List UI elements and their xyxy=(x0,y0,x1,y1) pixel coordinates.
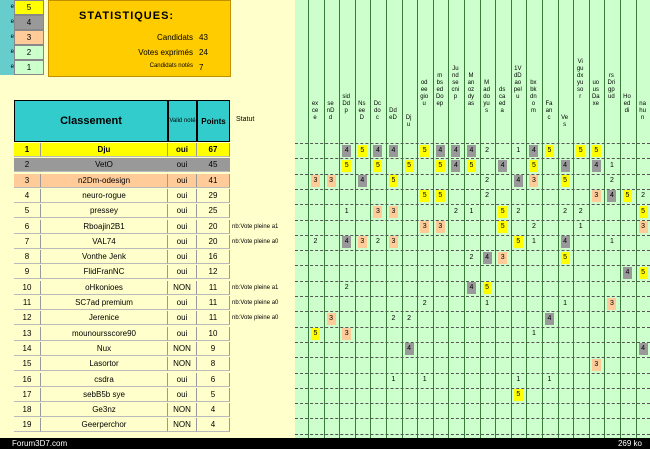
vote-mark[interactable]: 2 xyxy=(578,207,583,215)
vote-mark[interactable]: 1 xyxy=(516,146,521,154)
vote-mark[interactable]: 1 xyxy=(531,238,536,246)
vote-mark[interactable]: 5 xyxy=(514,236,523,248)
vote-mark[interactable]: 5 xyxy=(576,145,585,157)
vote-mark[interactable]: 2 xyxy=(641,192,646,200)
vote-mark[interactable]: 1 xyxy=(516,376,521,383)
legend-strip: e xyxy=(0,60,14,75)
table-row[interactable] xyxy=(14,357,294,371)
points-cell: 67 xyxy=(197,143,230,157)
vote-column-label: Dcdoc xyxy=(373,101,382,121)
vote-column-label: Faanc xyxy=(545,101,553,121)
vote-mark[interactable]: 3 xyxy=(358,236,367,248)
vote-mark[interactable]: 5 xyxy=(514,389,523,401)
vote-mark[interactable]: 5 xyxy=(483,282,492,294)
grid-line xyxy=(295,174,650,175)
vote-mark[interactable]: 1 xyxy=(563,299,568,307)
header-points[interactable]: Points xyxy=(197,100,230,142)
valid-cell: oui xyxy=(168,235,197,249)
points-cell: 45 xyxy=(197,158,230,172)
vote-mark[interactable]: 4 xyxy=(436,145,445,157)
valid-cell: oui xyxy=(168,174,197,188)
status-bar xyxy=(0,438,650,449)
grid-line xyxy=(295,403,650,404)
vote-column-label: rsDrigpud xyxy=(607,73,616,100)
rank-cell: 7 xyxy=(14,235,41,249)
legend-strip: e xyxy=(0,0,14,15)
vote-mark[interactable]: 4 xyxy=(451,160,460,172)
table-row[interactable] xyxy=(14,388,294,402)
vote-mark[interactable]: 3 xyxy=(373,206,382,218)
table-row[interactable] xyxy=(14,265,294,279)
vote-column-label: sidDdp xyxy=(342,94,351,114)
vote-mark[interactable]: 2 xyxy=(407,314,412,322)
vote-mark[interactable]: 1 xyxy=(344,207,349,215)
name-cell: FlidFranNC xyxy=(41,265,168,279)
name-cell: Ge3nz xyxy=(41,403,168,417)
name-cell: neuro-rogue xyxy=(41,189,168,203)
table-row[interactable] xyxy=(14,174,294,188)
valid-cell: NON xyxy=(168,418,197,432)
vote-mark[interactable]: 4 xyxy=(545,313,554,325)
name-cell: VetO xyxy=(41,158,168,172)
points-cell: 41 xyxy=(197,174,230,188)
vote-column-label: DdeD xyxy=(389,108,397,121)
rank-cell: 13 xyxy=(14,327,41,341)
table-row[interactable] xyxy=(14,189,294,203)
vote-column-label: bxbkdnom xyxy=(530,80,537,114)
legend-strip: e xyxy=(0,30,14,45)
vote-column-label: senDd xyxy=(326,101,335,121)
vote-column-label: uousDaxe xyxy=(591,80,600,107)
vote-mark[interactable]: 3 xyxy=(327,313,336,325)
valid-cell: oui xyxy=(168,265,197,279)
vote-mark[interactable]: 1 xyxy=(531,330,536,338)
stat-value: 7 xyxy=(199,63,204,72)
name-cell: csdra xyxy=(41,373,168,387)
valid-cell: oui xyxy=(168,373,197,387)
site-label: Forum3D7.com xyxy=(12,439,68,448)
vote-mark[interactable]: 3 xyxy=(592,190,601,202)
stats-title: STATISTIQUES: xyxy=(79,10,175,22)
rank-cell: 1 xyxy=(14,143,41,157)
vote-column-label: NseeD xyxy=(358,101,366,121)
vote-mark[interactable]: 2 xyxy=(344,284,349,292)
points-cell: 25 xyxy=(197,204,230,218)
name-cell: pressey xyxy=(41,204,168,218)
table-row[interactable] xyxy=(14,235,294,249)
grid-line xyxy=(295,418,650,419)
vote-mark[interactable]: 5 xyxy=(342,160,351,172)
vote-mark[interactable]: 3 xyxy=(389,206,398,218)
rank-cell: 2 xyxy=(14,158,41,172)
table-row[interactable] xyxy=(14,311,294,325)
vote-mark[interactable]: 4 xyxy=(451,145,460,157)
vote-mark[interactable]: 1 xyxy=(609,238,614,246)
vote-mark[interactable]: 4 xyxy=(405,343,414,355)
points-cell: 12 xyxy=(197,265,230,279)
vote-mark[interactable]: 1 xyxy=(547,376,552,383)
vote-mark[interactable]: 2 xyxy=(375,238,380,246)
name-cell: Nux xyxy=(41,342,168,356)
legend-cell-4: 4 xyxy=(14,15,44,30)
vote-mark[interactable]: 2 xyxy=(609,177,614,185)
vote-mark[interactable]: 1 xyxy=(485,299,490,307)
vote-mark[interactable]: 2 xyxy=(453,207,458,215)
valid-cell: oui xyxy=(168,250,197,264)
rank-cell: 17 xyxy=(14,388,41,402)
points-cell: 6 xyxy=(197,373,230,387)
vote-mark[interactable]: 5 xyxy=(561,252,570,264)
vote-column-label: Jundsecnip xyxy=(451,66,460,100)
vote-column-label: Hoeddi xyxy=(623,94,631,114)
valid-cell: oui xyxy=(168,296,197,310)
rank-cell: 9 xyxy=(14,265,41,279)
vote-mark[interactable]: 5 xyxy=(436,190,445,202)
vote-mark[interactable]: 3 xyxy=(436,221,445,233)
legend-cell-5: 5 xyxy=(14,0,44,15)
vote-mark[interactable]: 4 xyxy=(561,236,570,248)
legend-strip: e xyxy=(0,45,14,60)
vote-mark[interactable]: 4 xyxy=(592,160,601,172)
vote-mark[interactable]: 5 xyxy=(623,190,632,202)
points-cell: 11 xyxy=(197,296,230,310)
vote-mark[interactable]: 4 xyxy=(483,252,492,264)
name-cell: oHkonioes xyxy=(41,281,168,295)
table-row[interactable] xyxy=(14,204,294,218)
vote-mark[interactable]: 5 xyxy=(545,145,554,157)
name-cell: Jerenice xyxy=(41,311,168,325)
valid-cell: oui xyxy=(168,143,197,157)
vote-mark[interactable]: 2 xyxy=(422,299,427,307)
name-cell: mounoursscore90 xyxy=(41,327,168,341)
row-note: nb:Vote pleine a0 xyxy=(232,315,279,322)
grid-line xyxy=(295,373,650,374)
table-row[interactable] xyxy=(14,342,294,356)
vote-mark[interactable]: 5 xyxy=(389,175,398,187)
table-row[interactable] xyxy=(14,327,294,341)
legend-cell-3: 3 xyxy=(14,30,44,45)
vote-mark[interactable]: 5 xyxy=(311,328,320,340)
size-label: 269 ko xyxy=(617,439,642,448)
stat-value: 24 xyxy=(199,48,208,57)
vote-mark[interactable]: 4 xyxy=(561,160,570,172)
header-valid[interactable]: Valid noté xyxy=(168,100,197,142)
points-cell: 20 xyxy=(197,235,230,249)
table-row[interactable] xyxy=(14,281,294,295)
rank-cell: 15 xyxy=(14,357,41,371)
valid-cell: NON xyxy=(168,357,197,371)
vote-mark[interactable]: 1 xyxy=(422,376,427,383)
vote-mark[interactable]: 2 xyxy=(485,146,490,154)
vote-column-label: Vigudxyusor xyxy=(576,59,584,100)
stat-row-candidates xyxy=(49,32,231,46)
vote-mark[interactable]: 3 xyxy=(592,359,601,371)
valid-cell: oui xyxy=(168,204,197,218)
table-row[interactable] xyxy=(14,373,294,387)
vote-mark[interactable]: 2 xyxy=(313,238,318,246)
vote-mark[interactable]: 1 xyxy=(578,223,583,230)
grid-line xyxy=(295,220,650,221)
row-note: nb:Vote pleine a0 xyxy=(232,300,279,306)
stats-box xyxy=(48,0,231,77)
vote-mark[interactable]: 2 xyxy=(469,253,474,261)
vote-column-label: dscaeda xyxy=(498,87,506,114)
legend-strip: e xyxy=(0,15,14,30)
vote-mark[interactable]: 5 xyxy=(405,160,414,172)
rank-cell: 3 xyxy=(14,174,41,188)
stat-value: 43 xyxy=(199,33,208,42)
vote-column-label: nahun xyxy=(639,101,646,121)
points-cell: 16 xyxy=(197,250,230,264)
vote-column-label: odeegiou xyxy=(420,80,429,107)
vote-mark[interactable]: 5 xyxy=(639,267,648,279)
row-note: nb:Vote pleine a1 xyxy=(232,284,279,291)
table-row[interactable] xyxy=(14,250,294,264)
points-cell: 20 xyxy=(197,220,230,234)
stat-label: Votes exprimés xyxy=(138,48,193,57)
points-cell: 8 xyxy=(197,357,230,371)
stat-row-votes xyxy=(49,47,231,61)
vote-mark[interactable]: 5 xyxy=(467,160,476,172)
vote-mark[interactable]: 3 xyxy=(389,236,398,248)
vote-mark[interactable]: 2 xyxy=(391,314,396,322)
grid-line xyxy=(295,342,650,343)
stat-label: Candidats notés xyxy=(149,63,193,69)
grid-line xyxy=(295,388,650,389)
name-cell: sebB5b sye xyxy=(41,388,168,402)
vote-mark[interactable]: 5 xyxy=(529,160,538,172)
vote-mark[interactable]: 5 xyxy=(420,190,429,202)
vote-mark[interactable]: 3 xyxy=(498,252,507,264)
vote-mark[interactable]: 4 xyxy=(498,160,507,172)
rank-cell: 5 xyxy=(14,204,41,218)
vote-mark[interactable]: 5 xyxy=(498,206,507,218)
vote-column-label: Ves xyxy=(561,115,569,128)
rank-cell: 6 xyxy=(14,220,41,234)
table-row[interactable] xyxy=(14,296,294,310)
vote-mark[interactable]: 5 xyxy=(420,145,429,157)
vote-mark[interactable]: 4 xyxy=(467,145,476,157)
rank-cell: 19 xyxy=(14,418,41,432)
valid-cell: oui xyxy=(168,158,197,172)
points-cell: 29 xyxy=(197,189,230,203)
grid-line xyxy=(295,311,650,312)
vote-mark[interactable]: 1 xyxy=(391,376,396,383)
name-cell: Geerperchor xyxy=(41,418,168,432)
vote-mark[interactable]: 5 xyxy=(639,206,648,218)
vote-mark[interactable]: 2 xyxy=(485,192,490,200)
vote-mark[interactable]: 4 xyxy=(607,190,616,202)
vote-mark[interactable]: 5 xyxy=(358,145,367,157)
vote-mark[interactable]: 4 xyxy=(514,175,523,187)
vote-column-label: excee xyxy=(311,101,319,121)
valid-cell: NON xyxy=(168,281,197,295)
valid-cell: NON xyxy=(168,403,197,417)
table-row[interactable] xyxy=(14,143,294,157)
vote-mark[interactable]: 4 xyxy=(373,145,382,157)
valid-cell: oui xyxy=(168,220,197,234)
vote-mark[interactable]: 4 xyxy=(623,267,632,279)
points-cell: 4 xyxy=(197,403,230,417)
vote-mark[interactable]: 4 xyxy=(342,236,351,248)
name-cell: Rboajin2B1 xyxy=(41,220,168,234)
vote-mark[interactable]: 3 xyxy=(342,328,351,340)
vote-column-label: 1VdDaopelu xyxy=(513,66,522,100)
valid-cell: oui xyxy=(168,388,197,402)
vote-column-label: Manozdyas xyxy=(467,73,475,107)
header-classement[interactable]: Classement xyxy=(14,100,168,142)
points-cell: 11 xyxy=(197,281,230,295)
name-cell: Lasortor xyxy=(41,357,168,371)
grid-line xyxy=(295,434,650,435)
vote-mark[interactable]: 5 xyxy=(498,221,507,233)
valid-cell: oui xyxy=(168,327,197,341)
table-row[interactable] xyxy=(14,220,294,234)
legend-cell-1: 1 xyxy=(14,60,44,75)
vote-mark[interactable]: 5 xyxy=(561,175,570,187)
vote-column-label: Dju xyxy=(405,115,412,128)
rank-cell: 11 xyxy=(14,296,41,310)
vote-mark[interactable]: 5 xyxy=(373,160,382,172)
points-cell: 10 xyxy=(197,327,230,341)
row-note: nb:Vote pleine a1 xyxy=(232,223,279,230)
valid-cell: NON xyxy=(168,342,197,356)
name-cell: Dju xyxy=(41,143,168,157)
vote-mark[interactable]: 4 xyxy=(639,343,648,355)
vote-mark[interactable]: 2 xyxy=(531,223,536,230)
vote-mark[interactable]: 3 xyxy=(607,298,616,310)
table-row[interactable] xyxy=(14,158,294,172)
vote-column-label: Maddoyus xyxy=(483,80,490,114)
stat-row-rated xyxy=(49,62,231,76)
vote-mark[interactable]: 3 xyxy=(529,175,538,187)
rank-cell: 16 xyxy=(14,373,41,387)
points-cell: 9 xyxy=(197,342,230,356)
points-cell: 5 xyxy=(197,388,230,402)
rank-cell: 8 xyxy=(14,250,41,264)
vote-mark[interactable]: 2 xyxy=(563,207,568,215)
header-statut: Statut xyxy=(236,116,255,123)
row-note: nb:Vote pleine a0 xyxy=(232,238,279,245)
points-cell: 11 xyxy=(197,311,230,325)
valid-cell: oui xyxy=(168,311,197,325)
table-row[interactable] xyxy=(14,418,294,432)
vote-mark[interactable]: 3 xyxy=(327,175,336,187)
vote-mark[interactable]: 5 xyxy=(436,160,445,172)
rank-cell: 12 xyxy=(14,311,41,325)
points-cell: 4 xyxy=(197,418,230,432)
valid-cell: oui xyxy=(168,189,197,203)
vote-mark[interactable]: 4 xyxy=(467,282,476,294)
vote-mark[interactable]: 1 xyxy=(609,161,614,169)
vote-mark[interactable]: 3 xyxy=(420,221,429,233)
grid-line xyxy=(295,296,650,297)
rank-cell: 18 xyxy=(14,403,41,417)
rank-cell: 4 xyxy=(14,189,41,203)
name-cell: VAL74 xyxy=(41,235,168,249)
vote-mark[interactable]: 3 xyxy=(311,175,320,187)
name-cell: Vonthe Jenk xyxy=(41,250,168,264)
vote-mark[interactable]: 1 xyxy=(469,207,474,215)
vote-mark[interactable]: 2 xyxy=(516,207,521,215)
name-cell: n2Dm-odesign xyxy=(41,174,168,188)
vote-mark[interactable]: 2 xyxy=(485,177,490,185)
legend-cell-2: 2 xyxy=(14,45,44,60)
vote-mark[interactable]: 4 xyxy=(358,175,367,187)
stat-label: Candidats xyxy=(156,33,193,42)
vote-mark[interactable]: 4 xyxy=(342,145,351,157)
grid-line xyxy=(295,265,650,266)
rank-cell: 10 xyxy=(14,281,41,295)
vote-mark[interactable]: 3 xyxy=(639,221,648,233)
name-cell: SC7ad premium xyxy=(41,296,168,310)
rank-cell: 14 xyxy=(14,342,41,356)
table-row[interactable] xyxy=(14,403,294,417)
vote-column-label: mbsedDoep xyxy=(435,73,444,107)
vote-mark[interactable]: 4 xyxy=(389,145,398,157)
vote-mark[interactable]: 5 xyxy=(592,145,601,157)
vote-mark[interactable]: 4 xyxy=(529,145,538,157)
